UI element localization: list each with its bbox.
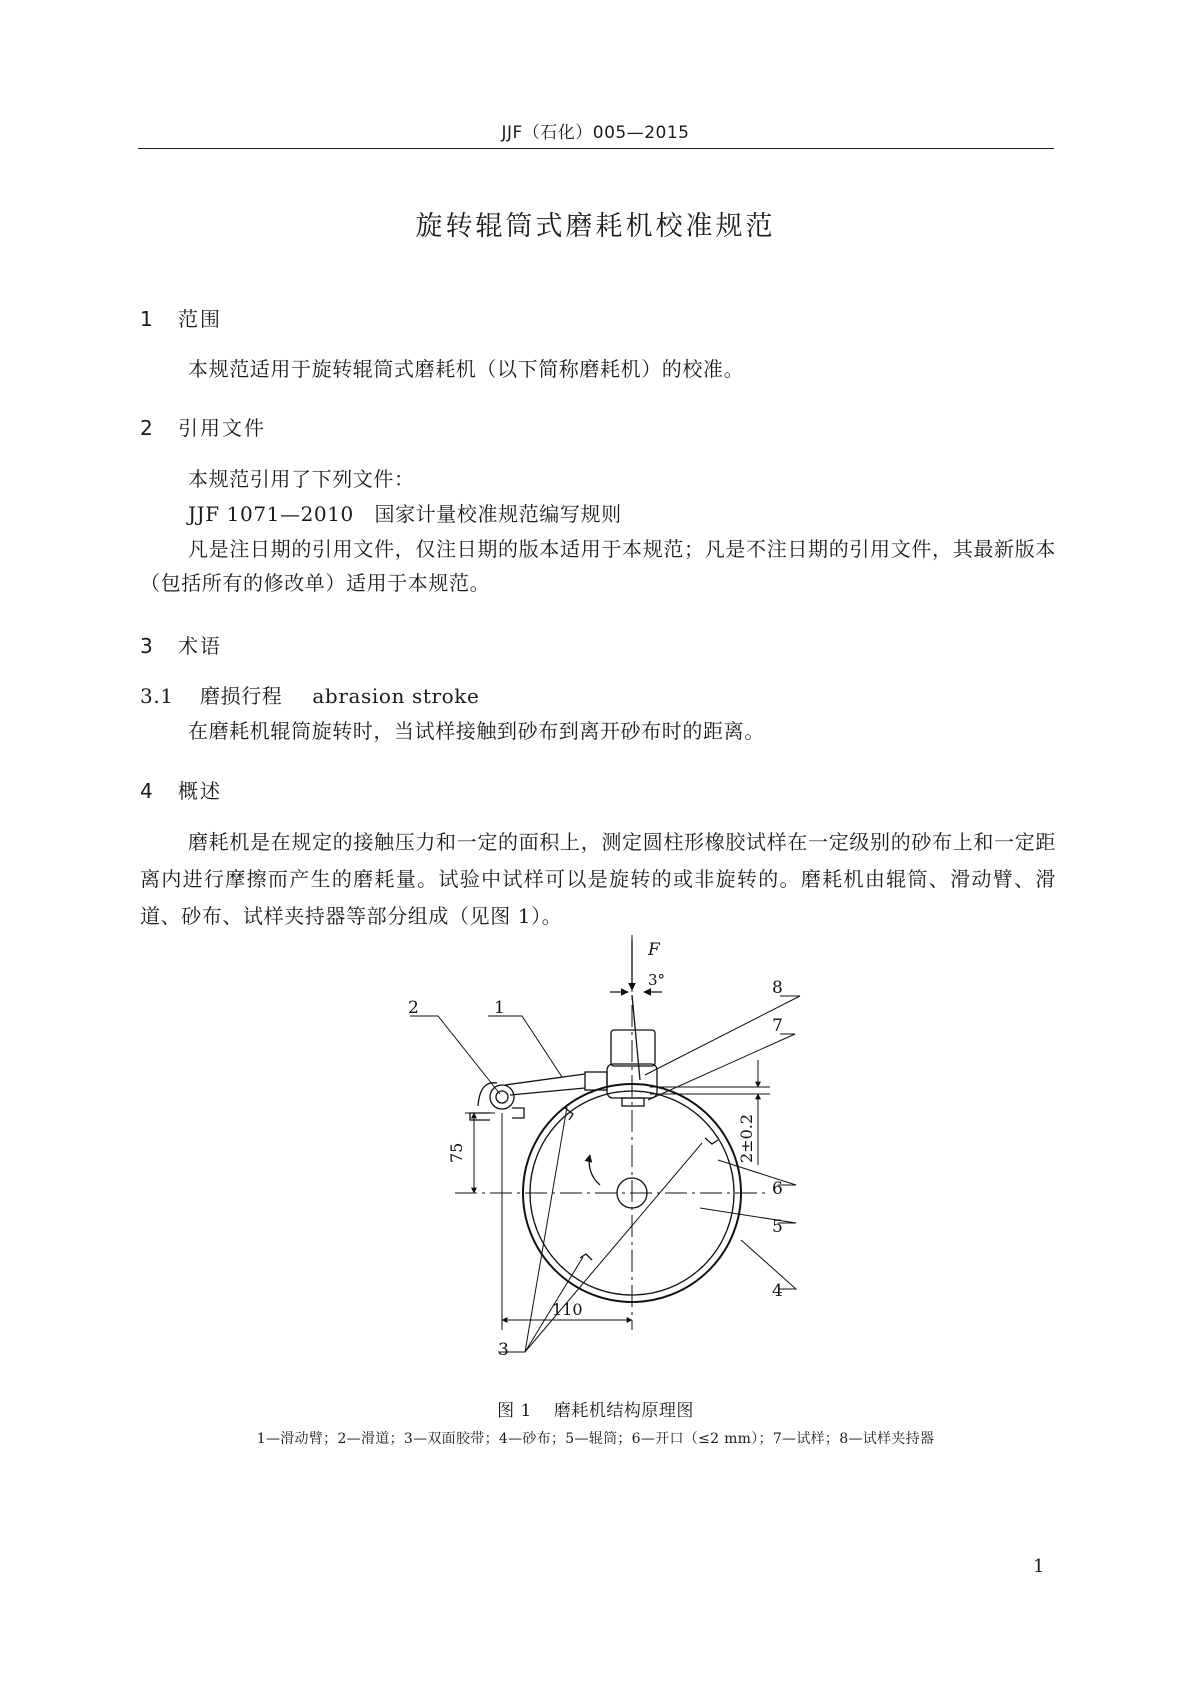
label-7: 7	[772, 1016, 783, 1036]
section-title: 术语	[178, 634, 222, 658]
label-3: 3	[498, 1340, 509, 1360]
label-dim-110: 110	[552, 1300, 583, 1319]
section-number: 1	[140, 307, 153, 331]
angle-line	[632, 995, 640, 1080]
label-angle: 3°	[648, 971, 666, 989]
label-8: 8	[772, 978, 783, 998]
section-title: 引用文件	[178, 416, 266, 440]
figure-number: 图 1	[497, 1401, 532, 1421]
section-number: 4	[140, 779, 153, 803]
label-5: 5	[772, 1217, 783, 1237]
section-2-line-2: JJF 1071—2010 国家计量校准规范编写规则	[188, 502, 622, 526]
label-dim-gap: 2±0.2	[737, 1113, 756, 1163]
holder-knob	[611, 1030, 655, 1066]
section-title: 概述	[178, 779, 222, 803]
label-4: 4	[772, 1281, 783, 1301]
section-4-paragraph: 磨耗机是在规定的接触压力和一定的面积上，测定圆柱形橡胶试样在一定级别的砂布上和一定距离内进行摩擦而产生的磨耗量。试验中试样可以是旋转的或非旋转的。磨耗机由辊筒、滑动臂、滑道、砂布、试样夹持器等部分组成（见图 1）。	[140, 830, 1056, 928]
slide-pivot-inner	[496, 1091, 508, 1103]
section-2-paragraph: 凡是注日期的引用文件，仅注日期的版本适用于本规范；凡是不注日期的引用文件，其最新版本（包括所有的修改单）适用于本规范。	[140, 537, 1056, 595]
term-definition: 在磨耗机辊筒旋转时，当试样接触到砂布到离开砂布时的距离。	[188, 719, 765, 743]
opening-mark	[705, 1138, 718, 1144]
label-2: 2	[408, 998, 419, 1018]
section-2-line-1: 本规范引用了下列文件：	[188, 467, 415, 491]
slide-pivot-outer	[490, 1085, 514, 1109]
term-chinese: 磨损行程	[200, 684, 283, 708]
label-6: 6	[772, 1179, 783, 1199]
leader-2	[410, 1016, 500, 1094]
figure-caption	[0, 1396, 1191, 1421]
label-force: F	[648, 940, 660, 960]
figure-legend: 1—滑动臂；2—滑道；3—双面胶带；4—砂布；5—辊筒；6—开口（≤2 mm）；7—试样；8—试样夹持器	[256, 1431, 935, 1447]
sliding-arm-top	[505, 1074, 585, 1085]
leader-6	[718, 1160, 796, 1185]
figure-title: 磨耗机结构原理图	[553, 1401, 694, 1421]
sliding-arm-bottom	[510, 1088, 585, 1095]
leader-7	[648, 1034, 795, 1100]
term-english: abrasion stroke	[312, 684, 480, 708]
section-number: 3	[140, 634, 153, 658]
section-title: 范围	[178, 307, 222, 331]
specimen	[622, 1098, 644, 1106]
leader-4	[741, 1240, 796, 1289]
section-number: 2	[140, 416, 153, 440]
label-dim-75: 75	[447, 1142, 466, 1163]
document-title: 旋转辊筒式磨耗机校准规范	[415, 211, 776, 242]
label-1: 1	[494, 998, 505, 1018]
document-code-header: JJF（石化）005—2015	[501, 123, 690, 143]
rotation-arrow	[589, 1155, 600, 1185]
term-number: 3.1	[140, 684, 174, 708]
page-number: 1	[1033, 1556, 1045, 1577]
section-1-paragraph: 本规范适用于旋转辊筒式磨耗机（以下简称磨耗机）的校准。	[188, 357, 745, 381]
leader-3c	[525, 1143, 702, 1352]
leader-1	[488, 1016, 562, 1077]
